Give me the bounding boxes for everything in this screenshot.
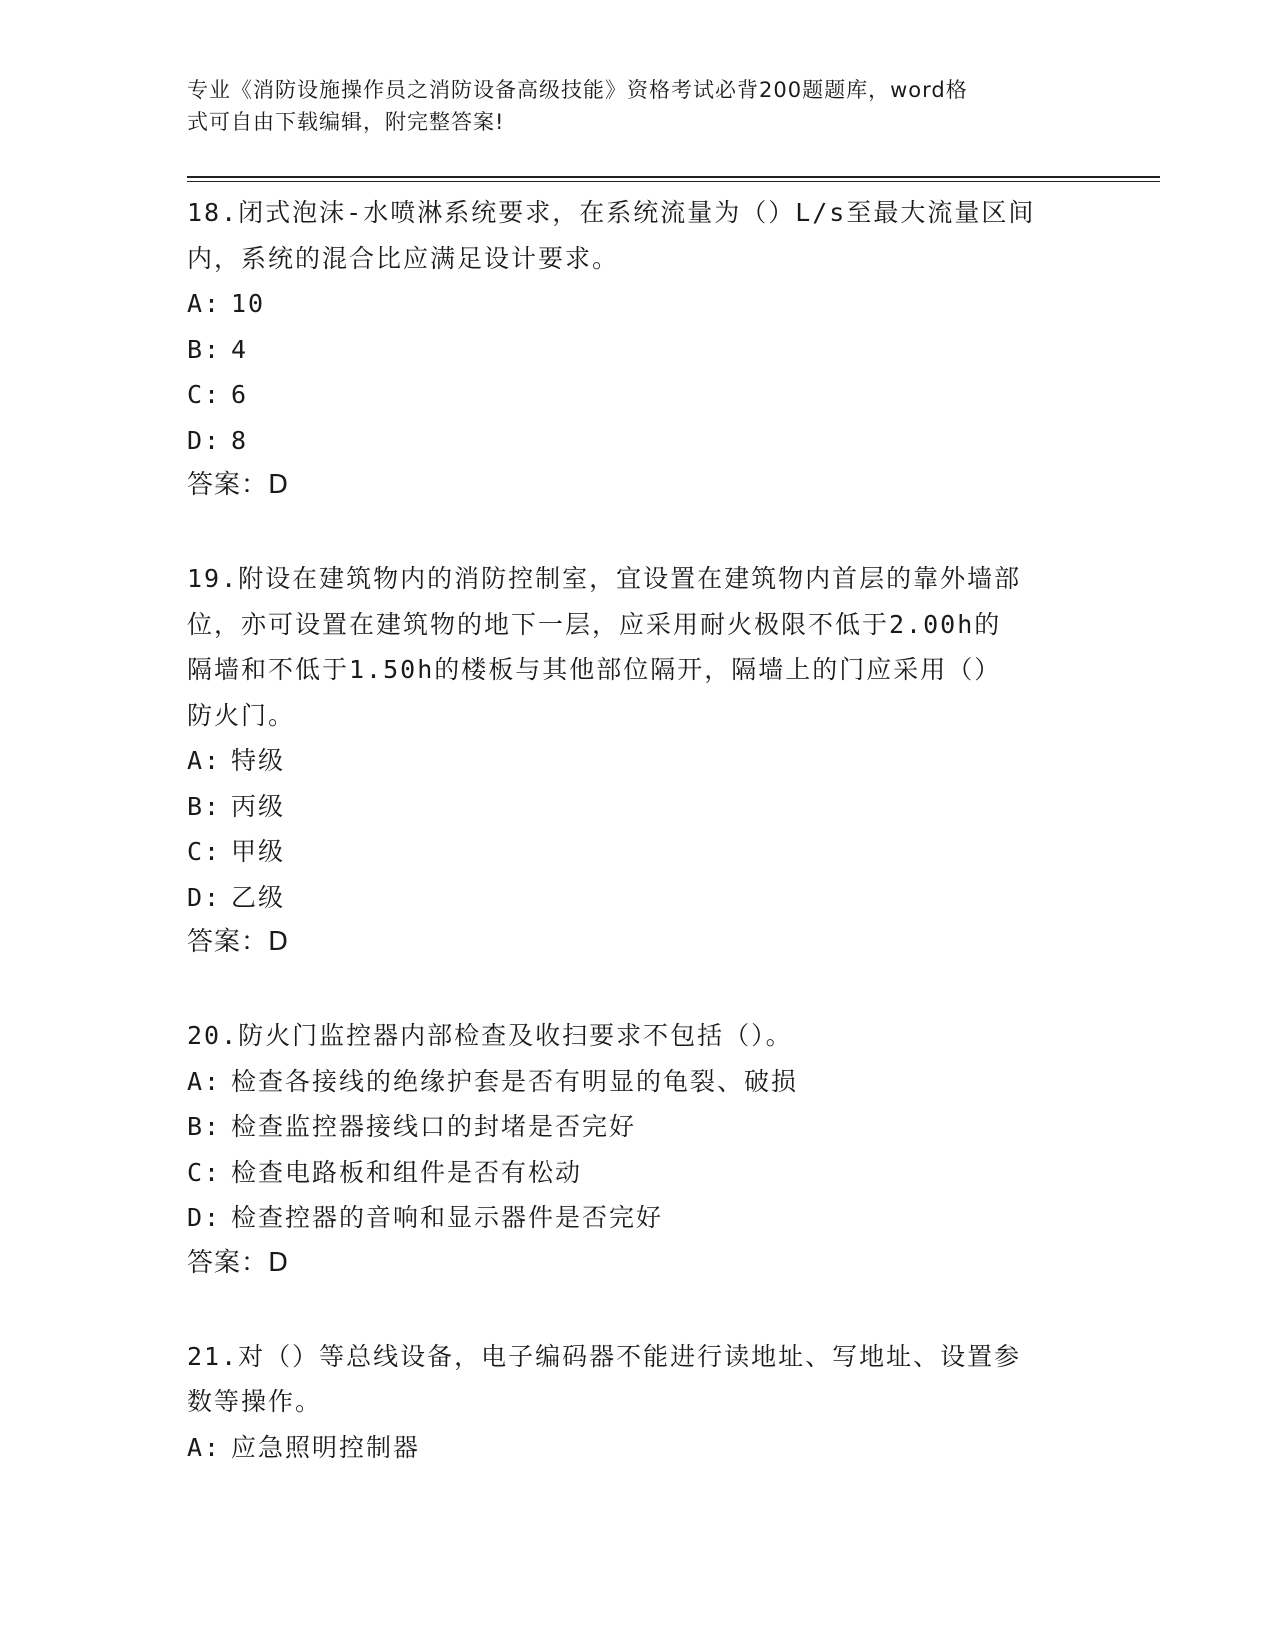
question-18	[187, 190, 1087, 508]
question-18-stem-line-2: 内，系统的混合比应满足设计要求。	[187, 243, 620, 273]
question-21-stem-line-1: 21.对（）等总线设备，电子编码器不能进行读地址、写地址、设置参	[187, 1341, 1022, 1371]
option-key: B:	[187, 791, 222, 821]
question-19-stem-line-2: 位，亦可设置在建筑物的地下一层，应采用耐火极限不低于2.00h的	[187, 609, 1002, 639]
question-18-answer: 答案：D	[187, 470, 290, 500]
question-19-answer: 答案：D	[187, 927, 290, 957]
question-18-option-d	[187, 418, 1087, 464]
question-19-stem-line-4: 防火门。	[187, 700, 296, 730]
question-list	[187, 190, 1087, 1518]
option-text: 特级	[231, 746, 286, 775]
question-21	[187, 1334, 1087, 1471]
option-key: A:	[187, 289, 222, 318]
option-text: 10	[231, 289, 266, 318]
option-key: D:	[187, 1203, 222, 1232]
option-text: 检查控器的音响和显示器件是否完好	[231, 1203, 664, 1232]
option-key: A:	[187, 746, 222, 775]
question-19-stem-line-3: 隔墙和不低于1.50h的楼板与其他部位隔开，隔墙上的门应采用（）	[187, 655, 1002, 684]
option-key: A:	[187, 1066, 222, 1096]
header-line-2: 式可自由下载编辑，附完整答案!	[187, 110, 505, 134]
option-text: 乙级	[231, 882, 286, 912]
question-19	[187, 556, 1087, 965]
header-divider-thin	[187, 181, 1160, 182]
option-key: C:	[187, 380, 222, 409]
question-19-option-c	[187, 829, 1087, 875]
question-19-option-d	[187, 875, 1087, 921]
question-21-stem-line-2: 数等操作。	[187, 1387, 323, 1416]
question-20-option-b	[187, 1104, 1087, 1150]
option-text: 检查电路板和组件是否有松动	[231, 1157, 583, 1187]
option-text: 6	[231, 380, 249, 409]
question-20-option-c	[187, 1150, 1087, 1196]
option-key: C:	[187, 837, 222, 866]
option-text: 检查监控器接线口的封堵是否完好	[231, 1112, 637, 1141]
option-text: 4	[231, 334, 249, 364]
question-18-stem-line-1: 18.闭式泡沫-水喷淋系统要求，在系统流量为（）L/s至最大流量区间	[187, 198, 1036, 227]
question-20-stem-line-1: 20.防火门监控器内部检查及收扫要求不包括（）。	[187, 1021, 793, 1050]
option-key: D:	[187, 882, 222, 912]
option-text: 检查各接线的绝缘护套是否有明显的龟裂、破损	[231, 1066, 799, 1096]
question-21-option-a	[187, 1425, 1087, 1471]
question-19-option-a	[187, 738, 1087, 784]
header-line-1: 专业《消防设施操作员之消防设备高级技能》资格考试必背200题题库，word格	[187, 78, 968, 102]
option-text: 甲级	[231, 837, 286, 866]
document-header	[187, 74, 1067, 138]
question-20	[187, 1013, 1087, 1286]
option-key: A:	[187, 1432, 222, 1462]
option-key: D:	[187, 425, 222, 455]
question-18-option-c	[187, 372, 1087, 418]
header-divider-thick	[187, 176, 1160, 178]
question-20-option-d	[187, 1195, 1087, 1241]
option-key: B:	[187, 1112, 222, 1141]
question-18-option-b	[187, 327, 1087, 373]
question-19-stem-line-1: 19.附设在建筑物内的消防控制室，宜设置在建筑物内首层的靠外墙部	[187, 564, 1022, 593]
option-text: 丙级	[231, 791, 286, 821]
option-key: C:	[187, 1157, 222, 1187]
option-key: B:	[187, 334, 222, 364]
option-text: 应急照明控制器	[231, 1432, 421, 1462]
question-19-option-b	[187, 784, 1087, 830]
question-20-option-a	[187, 1059, 1087, 1105]
question-20-answer: 答案：D	[187, 1247, 290, 1278]
question-18-option-a	[187, 281, 1087, 327]
option-text: 8	[231, 425, 249, 455]
